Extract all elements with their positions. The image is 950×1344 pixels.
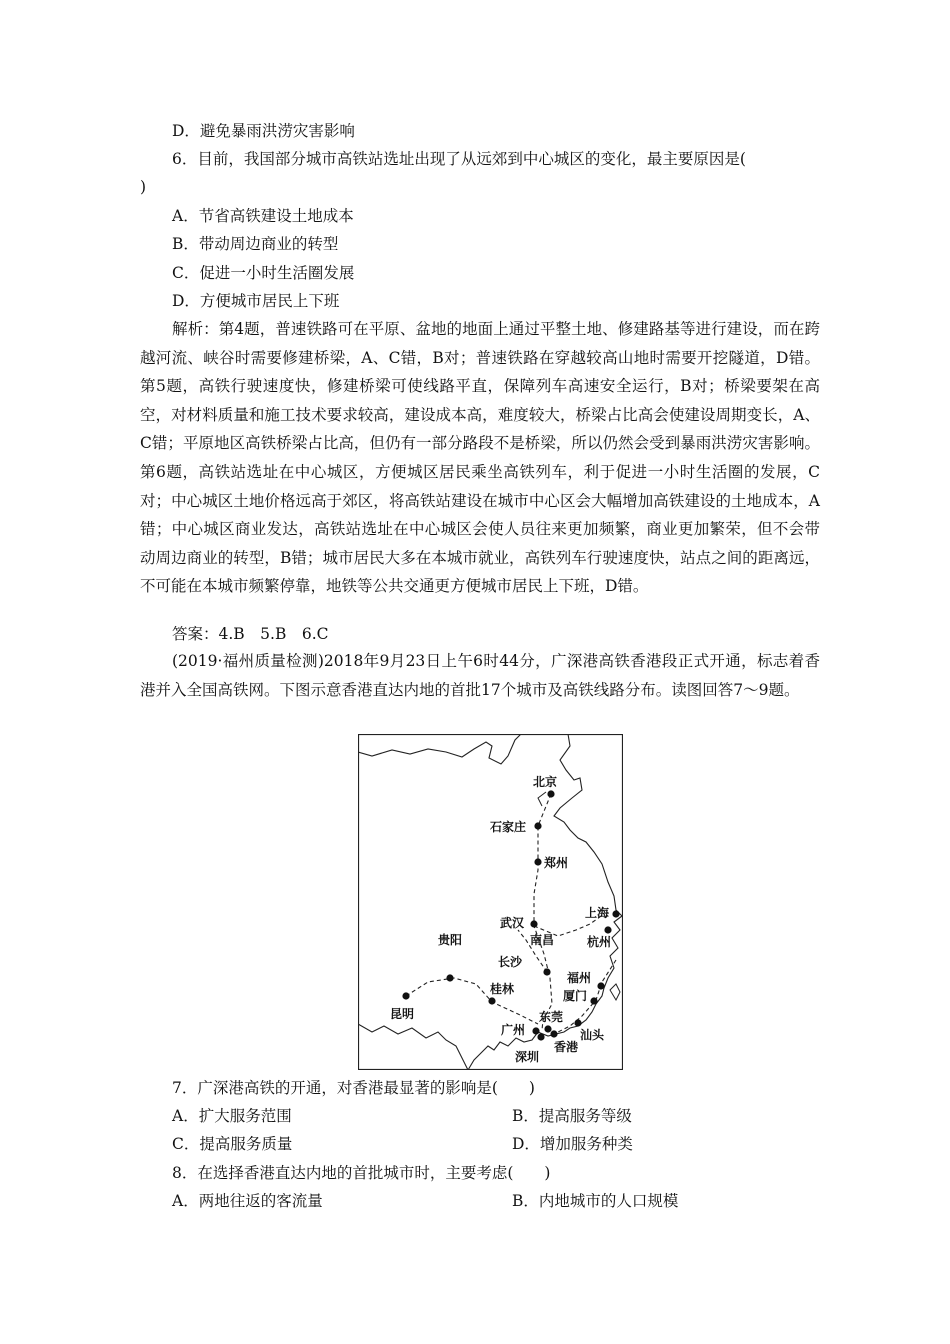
label-shenzhen: 深圳 xyxy=(515,1050,540,1064)
dot-shantou xyxy=(574,1019,581,1026)
intro-paragraph: (2019·福州质量检测)2018年9月23日上午6时44分，广深港高铁香港段正式开通，标志着香港并入全国高铁网。下图示意香港直达内地的首批17个城市及高铁线路分布。读图回答7～9题。 xyxy=(140,652,820,699)
q6-option-c: C．促进一小时生活圈发展 xyxy=(172,264,355,282)
dot-guiyang xyxy=(446,974,453,981)
label-kunming: 昆明 xyxy=(390,1007,415,1021)
q6-option-b: B．带动周边商业的转型 xyxy=(172,235,339,253)
dot-changsha xyxy=(543,968,550,975)
railway-map xyxy=(358,734,623,1070)
label-nanchang: 南昌 xyxy=(530,933,555,947)
analysis-paragraph: 解析：第4题，普速铁路可在平原、盆地的地面上通过平整土地、修建路基等进行建设，而在跨越河流、峡谷时需要修建桥梁，A、C错，B对；普速铁路在穿越较高山地时需要开挖隧道，D错。第5题，高铁行驶速度快，修建桥梁可使线路平直，保障列车高速安全运行，B对；桥梁要架在高空，对材料质量和施工技术要求较高，建设成本高，难度较大，桥梁占比高会使建设周期变长，A、C错；平原地区高铁桥梁占比高，但仍有一部分路段不是桥梁，所以仍然会受到暴雨洪涝灾害影响。第6题，高铁站选址在中心城区，方便城区居民乘坐高铁列车，利于促进一小时生活圈的发展，C对；中心城区土地价格远高于郊区，将高铁站建设在城市中心区会大幅增加高铁建设的土地成本，A错；中心城区商业发达，高铁站选址在中心城区会使人员往来更加频繁，商业更加繁荣，但不会带动周边商业的转型，B错；城市居民大多在本城市就业，高铁列车行驶速度快，站点之间的距离远，不可能在本城市频繁停靠，地铁等公共交通更方便城市居民上下班，D错。 xyxy=(140,320,820,596)
dot-beijing xyxy=(547,790,554,797)
label-fuzhou: 福州 xyxy=(567,971,592,985)
label-hangzhou: 杭州 xyxy=(587,935,612,949)
dot-xiamen xyxy=(590,997,597,1004)
q7-option-c: C．提高服务质量 xyxy=(172,1135,293,1153)
dot-fuzhou xyxy=(597,982,604,989)
railway-map-svg xyxy=(358,734,623,1070)
dot-kunming xyxy=(402,992,409,999)
q6-option-a: A．节省高铁建设土地成本 xyxy=(172,207,354,225)
label-guiyang: 贵阳 xyxy=(438,933,463,947)
dot-guangzhou xyxy=(532,1027,539,1034)
dot-shijiazhuang xyxy=(534,822,541,829)
q6-stem-line2: ) xyxy=(140,178,147,196)
dot-shenzhen xyxy=(537,1033,544,1040)
label-guangzhou: 广州 xyxy=(501,1023,526,1037)
dot-guilin xyxy=(488,997,495,1004)
label-guilin: 桂林 xyxy=(490,982,515,996)
q8-option-b: B．内地城市的人口规模 xyxy=(512,1192,679,1210)
label-hongkong: 香港 xyxy=(554,1040,579,1054)
dot-hongkong xyxy=(550,1030,557,1037)
dot-zhengzhou xyxy=(534,858,541,865)
label-shijiazhuang: 石家庄 xyxy=(490,820,527,834)
dot-wuhan xyxy=(530,920,537,927)
q6-option-d: D．方便城市居民上下班 xyxy=(172,292,340,310)
label-dongguan: 东莞 xyxy=(539,1010,564,1024)
dot-dongguan xyxy=(544,1025,551,1032)
dot-hangzhou xyxy=(604,926,611,933)
q7-option-a: A．扩大服务范围 xyxy=(172,1107,292,1125)
answer-line: 答案：4.B 5.B 6.C xyxy=(172,625,329,643)
q7-option-b: B．提高服务等级 xyxy=(512,1107,632,1125)
label-beijing: 北京 xyxy=(533,775,558,789)
label-shantou: 汕头 xyxy=(580,1028,605,1042)
q7-option-d: D．增加服务种类 xyxy=(512,1135,633,1153)
label-zhengzhou: 郑州 xyxy=(544,856,569,870)
q5-option-d: D．避免暴雨洪涝灾害影响 xyxy=(172,122,355,140)
q6-stem-line1: 6．目前，我国部分城市高铁站选址出现了从远郊到中心城区的变化，最主要原因是( xyxy=(172,150,746,168)
q8-option-a: A．两地往返的客流量 xyxy=(172,1192,323,1210)
label-shanghai: 上海 xyxy=(585,906,610,920)
label-changsha: 长沙 xyxy=(498,955,523,969)
q8-stem: 8．在选择香港直达内地的首批城市时，主要考虑( ) xyxy=(172,1164,551,1182)
label-xiamen: 厦门 xyxy=(563,989,588,1003)
q7-stem: 7．广深港高铁的开通，对香港最显著的影响是( ) xyxy=(172,1079,535,1097)
dot-shanghai xyxy=(612,910,619,917)
label-wuhan: 武汉 xyxy=(500,916,525,930)
